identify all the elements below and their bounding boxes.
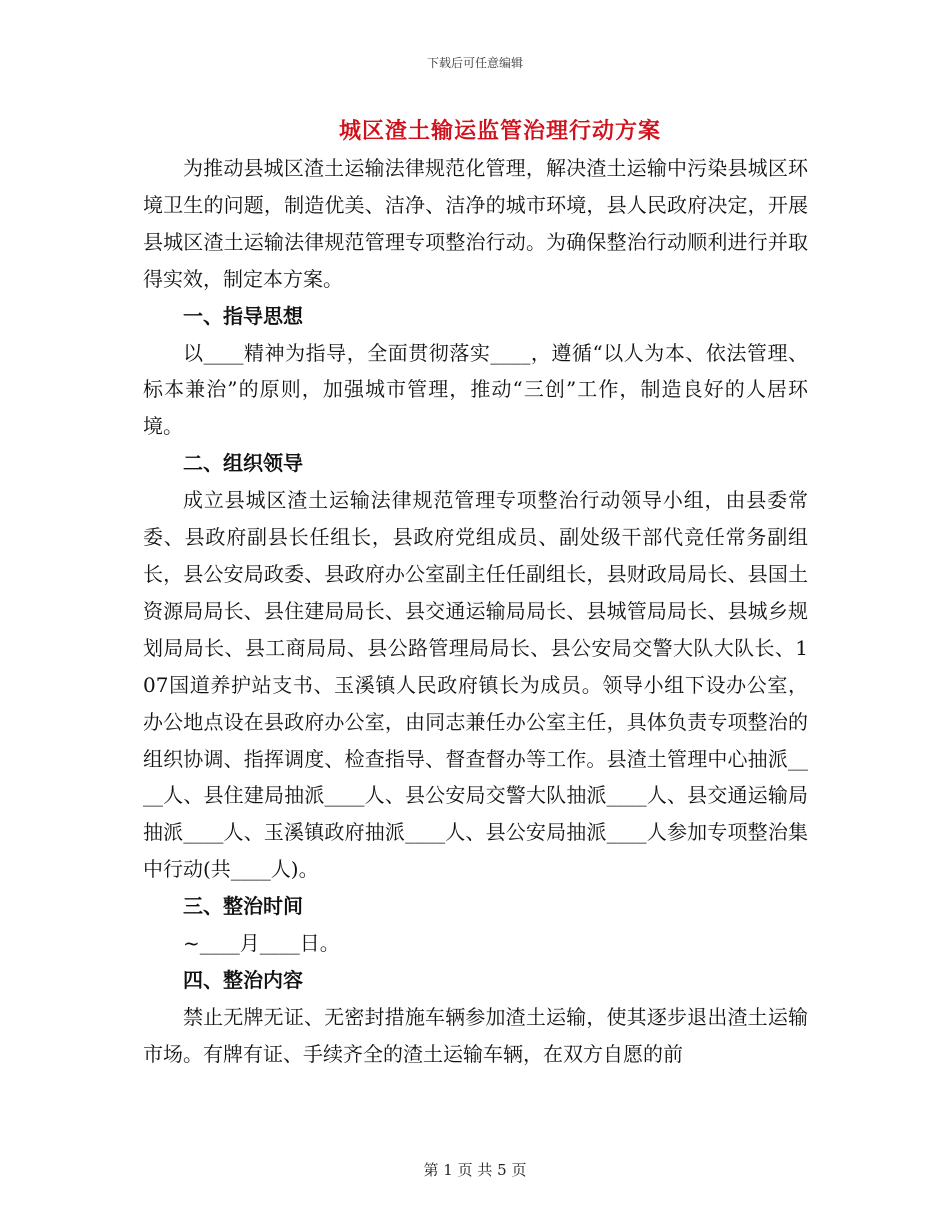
section-heading-schedule: 三、整治时间 [183, 894, 303, 919]
section-text-schedule: ~____月____日。 [183, 931, 340, 956]
header-note: 下载后可任意编辑 [426, 56, 523, 70]
section-heading-guiding-ideology: 一、指导思想 [183, 303, 303, 328]
page-number-footer: 第 1 页 共 5 页 [423, 1161, 527, 1179]
document-body [143, 150, 808, 1073]
section-text-guiding-ideology: 以____精神为指导，全面贯彻落实____，遵循“以人为本、依法管理、标本兼治”的原则，加强城市管理，推动“三创”工作，制造良好的人居环境。 [143, 340, 808, 439]
section-heading-content: 四、整治内容 [183, 967, 303, 992]
section-text-organization: 成立县城区渣土运输法律规范管理专项整治行动领导小组，由县委常委、县政府副县长任组长，县政府党组成员、副处级干部代竞任常务副组长，县公安局政委、县政府办公室副主任任副组长，县财政局局长、县国土资源局局长、县住建局局长、县交通运输局局长、县城管局局长、县城乡规划局局长、县工商局局、县公路管理局局长、县公安局交警大队大队长、107国道养护站支书、玉溪镇人民政府镇长为成员。领导小组下设办公室，办公地点设在县政府办公室，由同志兼任办公室主任，具体负责专项整治的组织协调、指挥调度、检查指导、督查督办等工作。县渣土管理中心抽派____人、县住建局抽派____人、县公安局交警大队抽派____人、县交通运输局抽派____人、玉溪镇政府抽派____人、县公安局抽派____人参加专项整治集中行动(共____人)。 [143, 488, 808, 882]
document-title: 城区渣土输运监管治理行动方案 [338, 118, 661, 144]
section-heading-organization: 二、组织领导 [183, 451, 303, 476]
intro-paragraph: 为推动县城区渣土运输法律规范化管理，解决渣土运输中污染县城区环境卫生的问题，制造优美、洁净、洁净的城市环境，县人民政府决定，开展县城区渣土运输法律规范管理专项整治行动。为确保整治行动顺利进行并取得实效，制定本方案。 [143, 156, 808, 291]
section-text-content: 禁止无牌无证、无密封措施车辆参加渣土运输，使其逐步退出渣土运输市场。有牌有证、手续齐全的渣土运输车辆，在双方自愿的前 [143, 1004, 808, 1066]
